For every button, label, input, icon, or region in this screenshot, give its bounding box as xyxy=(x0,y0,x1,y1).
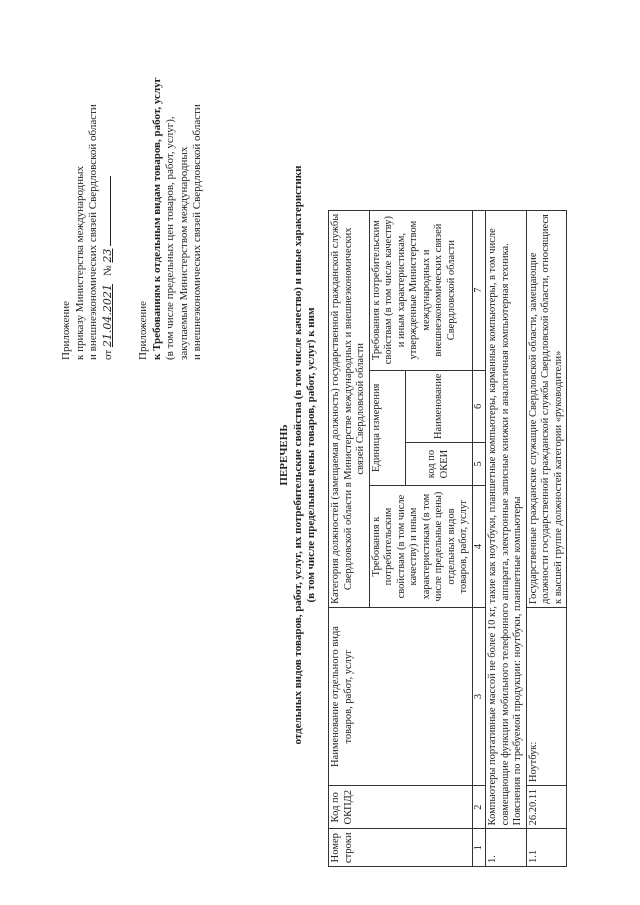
appendix2-prices: (в том числе предельных цен товаров, работ, услуг), xyxy=(164,116,176,360)
requirements-table-wrapper xyxy=(328,210,567,867)
date-prefix: от xyxy=(101,349,114,360)
requirements-table xyxy=(328,210,567,867)
title-line-1: отдельных видов товаров, работ, услуг, их потребительские свойства (в том числе качество) и иные характеристики xyxy=(291,165,304,745)
appendix2-requirements: к Требованиям к отдельным видам товаров, работ, услуг xyxy=(150,77,163,360)
table-row xyxy=(526,210,567,866)
appendix2-purchased: закупаемым Министерством международных xyxy=(177,146,190,360)
header-position-category: Категория должностей (замещаемая должность) государственной гражданской службы Свердловской области в Министерстве международных и внешнеэкономических связей Свердловской области xyxy=(329,210,370,607)
header-requirements: Требования к потребительским свойствам (в том числе качеству) и иным характеристикам (в том числе предельные цены) отдельных видов товаров, работ, услуг xyxy=(369,486,472,608)
row1-text: Компьютеры портативные массой не более 10 кг, такие как ноутбуки, планшетные компьютеры, карманные компьютеры, в том числе совмещающие функции мобильного телефонного аппарата, электронные записные книжки и аналогичная компьютерная техника. xyxy=(487,228,511,826)
header-row-number: Номер строки xyxy=(329,829,473,867)
colnum-3: 3 xyxy=(472,608,486,786)
appendix-ministry: и внешнеэкономических связей Свердловской области xyxy=(87,104,99,360)
number-value: 23 xyxy=(100,248,114,263)
number-prefix: № xyxy=(101,265,114,276)
row2-name: Ноутбук: xyxy=(526,608,567,786)
appendix-order-ref: к приказу Министерства международных xyxy=(73,165,86,360)
colnum-7: 7 xyxy=(472,210,486,370)
number-underline xyxy=(101,176,111,246)
date-value: 21.04.2021 xyxy=(100,284,114,348)
header-item-name: Наименование отдельного вида товаров, работ, услуг xyxy=(329,608,473,786)
colnum-1: 1 xyxy=(472,829,486,867)
appendix2-label: Приложение xyxy=(137,300,149,360)
row2-number: 1.1 xyxy=(526,829,567,867)
header-unit-name: Наименование xyxy=(406,370,472,442)
row2-code: 26.20.11 xyxy=(526,786,567,829)
title-line-2: (в том числе предельные цены товаров, работ, услуг) к ним xyxy=(305,307,317,603)
colnum-2: 2 xyxy=(472,786,486,829)
row2-category: Государственные гражданские служащие Свердловской области, замещающие должности государственной гражданской службы Свердловской области, относящиеся к высшей группе должностей категории «руководители» xyxy=(526,210,567,607)
appendix-label: Приложение xyxy=(60,300,72,360)
colnum-6: 6 xyxy=(472,370,486,442)
appendix2-ministry: и внешнеэкономических связей Свердловской области xyxy=(191,104,203,360)
appendix-block xyxy=(60,30,205,360)
title-heading: ПЕРЕЧЕНЬ xyxy=(278,424,290,486)
colnum-5: 5 xyxy=(472,443,486,486)
header-approved-requirements: Требования к потребительским свойствам (в том числе качеству) и иным характеристикам, утвержденные Министерством международных и внешнеэкономических связей Свердловской области xyxy=(369,210,472,370)
header-row-1 xyxy=(329,210,370,866)
header-okpd2-code: Код по ОКПД2 xyxy=(329,786,473,829)
row1-note: Пояснения по требуемой продукции: ноутбуки, планшетные компьютеры xyxy=(512,496,523,826)
row1-number: 1. xyxy=(486,829,527,867)
table-row xyxy=(486,210,527,866)
document-title xyxy=(278,45,319,865)
column-number-row xyxy=(472,210,486,866)
appendix-date-line xyxy=(101,30,116,360)
colnum-4: 4 xyxy=(472,486,486,608)
header-unit-group: Единица измерения xyxy=(369,370,406,485)
row1-description xyxy=(486,210,527,829)
header-okei-code: код по ОКЕИ xyxy=(406,443,472,486)
